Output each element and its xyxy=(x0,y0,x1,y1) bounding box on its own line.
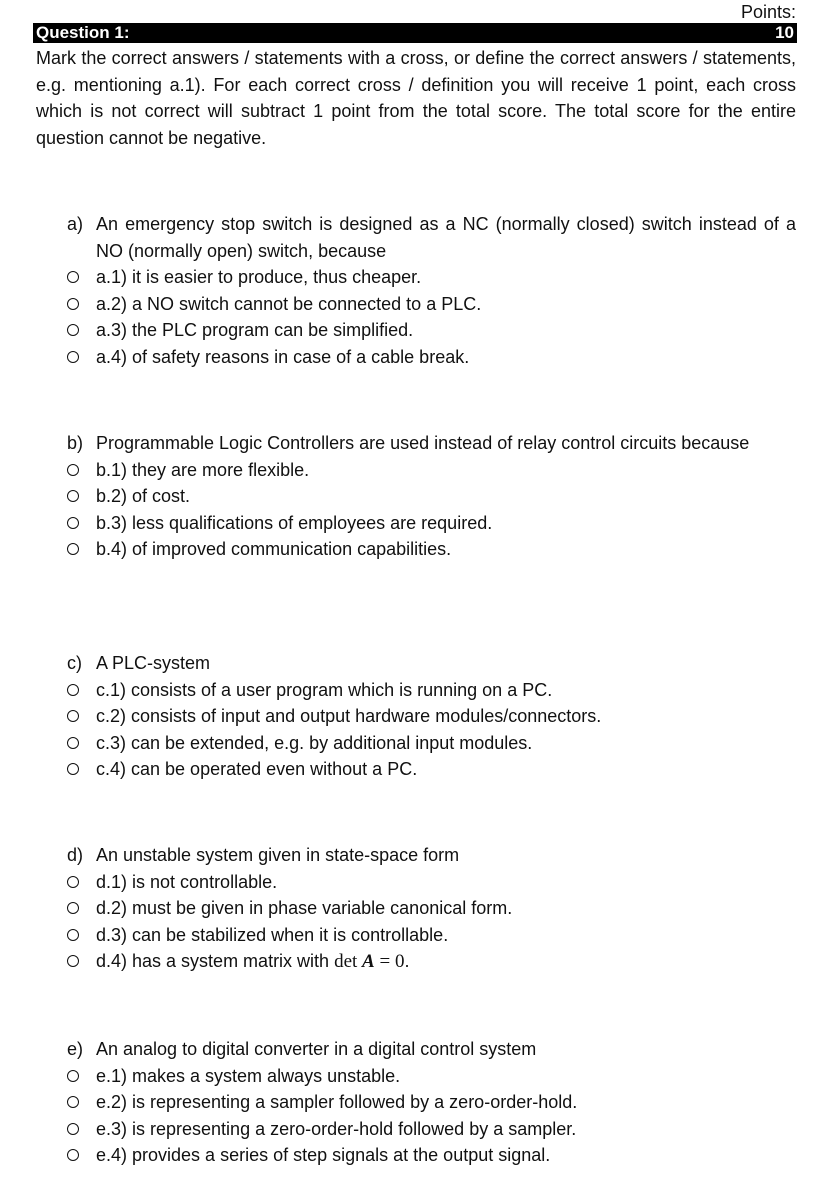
option-e4-label: e.4) provides a series of step signals at the output signal. xyxy=(96,1145,551,1165)
option-d1[interactable] xyxy=(0,869,818,896)
section-c-letter: c) xyxy=(67,653,82,673)
det-operator: det xyxy=(334,951,363,972)
option-b3[interactable] xyxy=(0,510,818,537)
option-c1-label: c.1) consists of a user program which is running on a PC. xyxy=(96,679,553,700)
checkbox-circle-icon[interactable] xyxy=(67,1123,79,1135)
section-e xyxy=(0,1036,818,1169)
checkbox-circle-icon[interactable] xyxy=(67,298,79,310)
checkbox-circle-icon[interactable] xyxy=(67,324,79,336)
option-e2-label: e.2) is representing a sampler followed by a zero-order-hold. xyxy=(96,1092,578,1112)
checkbox-circle-icon[interactable] xyxy=(67,1096,79,1108)
option-d2[interactable] xyxy=(0,895,818,922)
option-e2[interactable] xyxy=(0,1089,818,1116)
option-a1-label: a.1) it is easier to produce, thus cheaper. xyxy=(96,267,422,287)
section-e-stem xyxy=(0,1036,818,1063)
section-b-letter: b) xyxy=(67,433,84,453)
section-e-letter: e) xyxy=(67,1039,84,1059)
checkbox-circle-icon[interactable] xyxy=(67,902,79,914)
checkbox-circle-icon[interactable] xyxy=(67,876,79,888)
option-d3[interactable] xyxy=(0,922,818,949)
option-a3-label: a.3) the PLC program can be simplified. xyxy=(96,320,414,340)
checkbox-circle-icon[interactable] xyxy=(67,490,79,502)
option-a4[interactable] xyxy=(0,344,818,371)
checkbox-circle-icon[interactable] xyxy=(67,543,79,555)
checkbox-circle-icon[interactable] xyxy=(67,351,79,363)
checkbox-circle-icon[interactable] xyxy=(67,271,79,283)
checkbox-circle-icon[interactable] xyxy=(67,955,79,967)
option-b2-label: b.2) of cost. xyxy=(96,486,191,506)
option-d1-label: d.1) is not controllable. xyxy=(96,871,278,892)
question-points: 10 xyxy=(775,23,794,42)
checkbox-circle-icon[interactable] xyxy=(67,710,79,722)
option-e1[interactable] xyxy=(0,1063,818,1090)
option-c2[interactable] xyxy=(0,703,818,730)
question-header-bar xyxy=(33,23,797,43)
option-d4-label xyxy=(96,948,409,976)
checkbox-circle-icon[interactable] xyxy=(67,464,79,476)
option-c4-label: c.4) can be operated even without a PC. xyxy=(96,759,418,779)
option-b4-label: b.4) of improved communication capabilities. xyxy=(96,539,452,559)
option-b2[interactable] xyxy=(0,483,818,510)
section-d xyxy=(0,842,818,975)
option-b1[interactable] xyxy=(0,457,818,484)
section-d-stem xyxy=(0,842,818,869)
option-d4-prefix: d.4) has a system matrix with xyxy=(96,951,335,971)
option-c2-label: c.2) consists of input and output hardware modules/connectors. xyxy=(96,706,602,726)
option-a2-label: a.2) a NO switch cannot be connected to a PLC. xyxy=(96,293,482,314)
checkbox-circle-icon[interactable] xyxy=(67,684,79,696)
option-d3-label: d.3) can be stabilized when it is controllable. xyxy=(96,924,449,945)
section-a xyxy=(0,211,818,370)
checkbox-circle-icon[interactable] xyxy=(67,929,79,941)
det-formula xyxy=(334,951,404,972)
question-instructions: Mark the correct answers / statements with a cross, or define the correct answers / statements, e.g. mentioning a.1). For each correct cross / definition you will receive 1 point, each cross which is not correct will subtract 1 point from the total score. The total score for the entire question cannot be negative. xyxy=(36,48,796,148)
option-b1-label: b.1) they are more flexible. xyxy=(96,459,310,480)
checkbox-circle-icon[interactable] xyxy=(67,517,79,529)
option-c3-label: c.3) can be extended, e.g. by additional input modules. xyxy=(96,732,533,753)
checkbox-circle-icon[interactable] xyxy=(67,1070,79,1082)
det-equals-zero: = 0 xyxy=(374,951,405,972)
option-a2[interactable] xyxy=(0,291,818,318)
section-c-stem xyxy=(0,650,818,677)
option-e3-label: e.3) is representing a zero-order-hold followed by a sampler. xyxy=(96,1118,577,1139)
option-c3[interactable] xyxy=(0,730,818,757)
system-matrix-symbol: A xyxy=(362,951,375,972)
option-d4-suffix: . xyxy=(404,951,410,971)
option-e3[interactable] xyxy=(0,1116,818,1143)
section-b xyxy=(0,430,818,563)
section-b-stem-text: Programmable Logic Controllers are used instead of relay control circuits because xyxy=(96,433,750,453)
option-e4[interactable] xyxy=(0,1142,818,1169)
option-b4[interactable] xyxy=(0,536,818,563)
section-b-stem xyxy=(0,430,818,457)
option-d2-label: d.2) must be given in phase variable canonical form. xyxy=(96,898,513,918)
option-a3[interactable] xyxy=(0,317,818,344)
option-a4-label: a.4) of safety reasons in case of a cable break. xyxy=(96,346,470,367)
section-e-stem-text: An analog to digital converter in a digital control system xyxy=(96,1039,537,1059)
option-c1[interactable] xyxy=(0,677,818,704)
checkbox-circle-icon[interactable] xyxy=(67,763,79,775)
section-a-letter: a) xyxy=(67,214,84,234)
section-d-stem-text: An unstable system given in state-space form xyxy=(96,845,460,865)
section-d-letter: d) xyxy=(67,845,84,865)
points-label: Points: xyxy=(740,2,796,22)
section-a-stem xyxy=(0,211,818,264)
option-e1-label: e.1) makes a system always unstable. xyxy=(96,1065,401,1086)
section-c xyxy=(0,650,818,783)
option-c4[interactable] xyxy=(0,756,818,783)
option-a1[interactable] xyxy=(0,264,818,291)
question-title: Question 1: xyxy=(36,23,130,42)
checkbox-circle-icon[interactable] xyxy=(67,737,79,749)
section-a-stem-text: An emergency stop switch is designed as a NC (normally closed) switch instead of a NO (normally open) switch, because xyxy=(96,214,796,261)
checkbox-circle-icon[interactable] xyxy=(67,1149,79,1161)
section-c-stem-text: A PLC-system xyxy=(96,653,211,673)
option-d4[interactable] xyxy=(0,948,818,975)
option-b3-label: b.3) less qualifications of employees are required. xyxy=(96,512,493,533)
